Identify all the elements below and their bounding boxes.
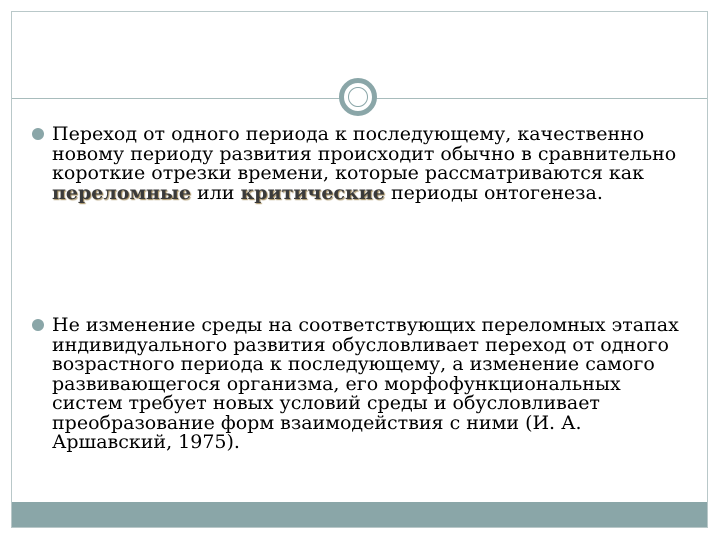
bullet-1-text-a: Переход от одного периода к последующему, качественно новому периоду развития происходит обычно в сравнительно короткие отрезки времени, которые рассматриваются как — [52, 123, 677, 184]
bullet-text-2: Не изменение среды на соответствующих переломных этапах индивидуального развития обусловливает переход от одного возрастного периода к последующему, а изменение самого развивающегося организма, его морфофункциональных систем требует новых условий среды и обусловливает преобразование форм взаимодействия с ними (И. А. Аршавский, 1975). — [52, 314, 679, 453]
bullet-dot-icon — [32, 128, 44, 140]
footer-bar — [12, 502, 707, 527]
bullet-item-1 — [32, 125, 692, 203]
circle-ornament-inner — [348, 87, 368, 107]
bullet-item-2 — [32, 316, 692, 453]
bullet-1-text-c: периоды онтогенеза. — [384, 181, 603, 204]
circle-ornament — [339, 78, 377, 116]
bullet-dot-icon — [32, 319, 44, 331]
term-perelomnye: переломные — [52, 181, 191, 204]
bullet-1-text-b: или — [190, 181, 241, 204]
bullet-text-1 — [52, 125, 692, 203]
term-kriticheskie: критические — [240, 181, 385, 204]
